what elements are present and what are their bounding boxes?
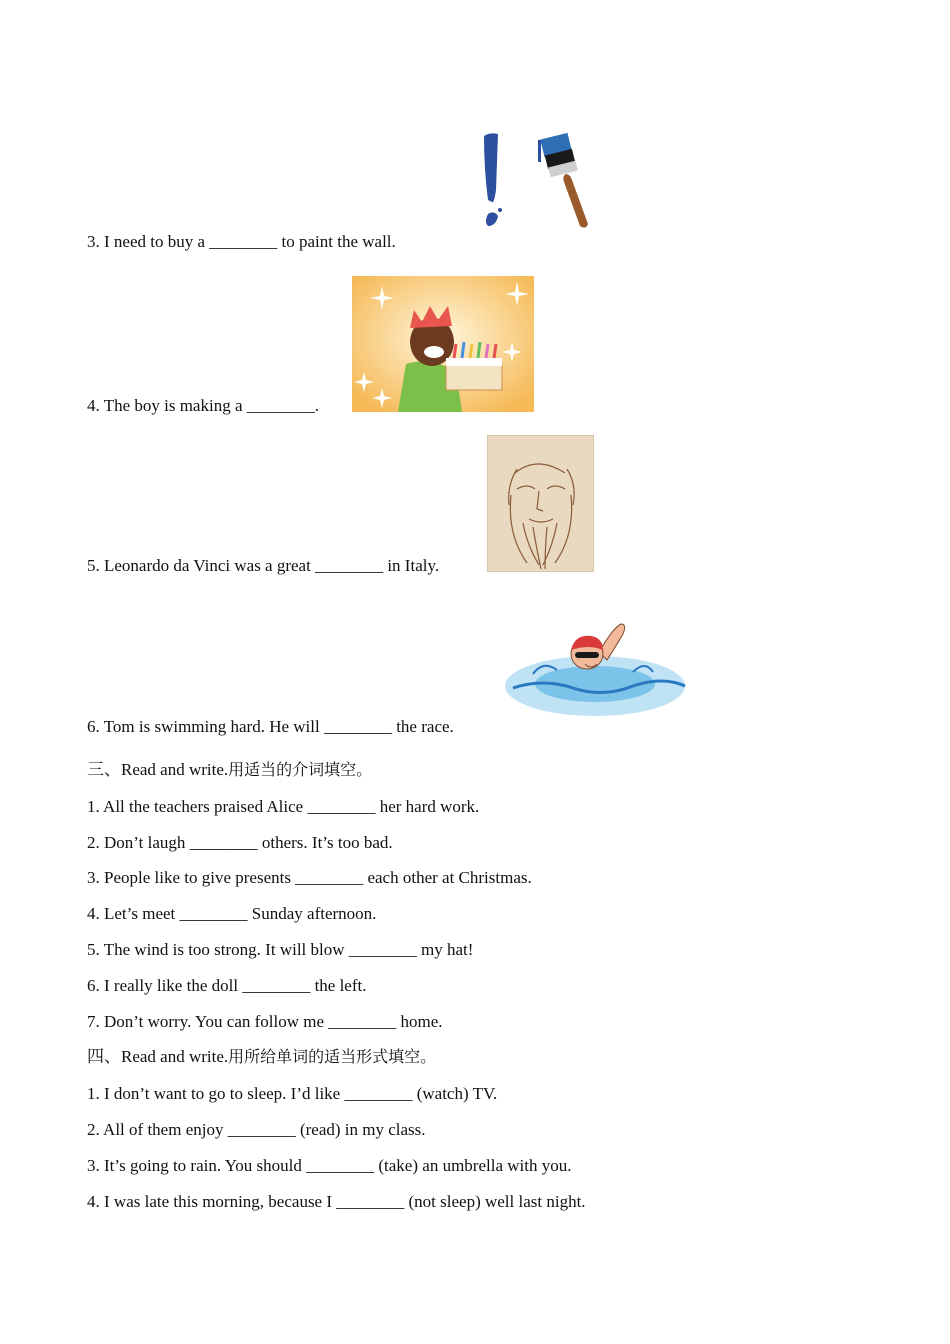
section-3-item-3: 3. People like to give presents ________ each other at Christmas. — [87, 868, 532, 887]
question-2-5: 5. Leonardo da Vinci was a great ________ in Italy. — [87, 556, 440, 575]
birthday-cake-picture — [352, 276, 534, 412]
section-3-item-1: 1. All the teachers praised Alice ________ her hard work. — [87, 797, 480, 816]
section-4-title-cn: 用所给单词的适当形式填空。 — [228, 1047, 437, 1066]
section-4-item-1: 1. I don’t want to go to sleep. I’d like ________ (watch) TV. — [87, 1084, 498, 1103]
section-4-item-2: 2. All of them enjoy ________ (read) in my class. — [87, 1120, 426, 1139]
section-3-heading — [87, 760, 372, 780]
swimmer-picture — [503, 614, 687, 722]
section-3-title-cn: 用适当的介词填空。 — [228, 760, 373, 779]
section-3-item-7: 7. Don’t worry. You can follow me ________ home. — [87, 1012, 443, 1031]
portrait-picture — [487, 435, 594, 572]
section-3-item-2: 2. Don’t laugh ________ others. It’s too bad. — [87, 833, 393, 852]
question-2-4: 4. The boy is making a ________. — [87, 396, 319, 415]
section-4-heading — [87, 1047, 436, 1067]
section-3-title-en: 三、Read and write. — [87, 760, 229, 779]
section-4-item-4: 4. I was late this morning, because I ________ (not sleep) well last night. — [87, 1192, 586, 1211]
question-2-6: 6. Tom is swimming hard. He will ________ the race. — [87, 717, 454, 736]
paintbrush-picture — [478, 130, 598, 232]
section-3-item-6: 6. I really like the doll ________ the left. — [87, 976, 367, 995]
question-2-3: 3. I need to buy a ________ to paint the wall. — [87, 232, 396, 251]
section-3-item-4: 4. Let’s meet ________ Sunday afternoon. — [87, 904, 377, 923]
section-4-item-3: 3. It’s going to rain. You should ________ (take) an umbrella with you. — [87, 1156, 572, 1175]
section-3-item-5: 5. The wind is too strong. It will blow ________ my hat! — [87, 940, 474, 959]
section-4-title-en: 四、Read and write. — [87, 1047, 229, 1066]
